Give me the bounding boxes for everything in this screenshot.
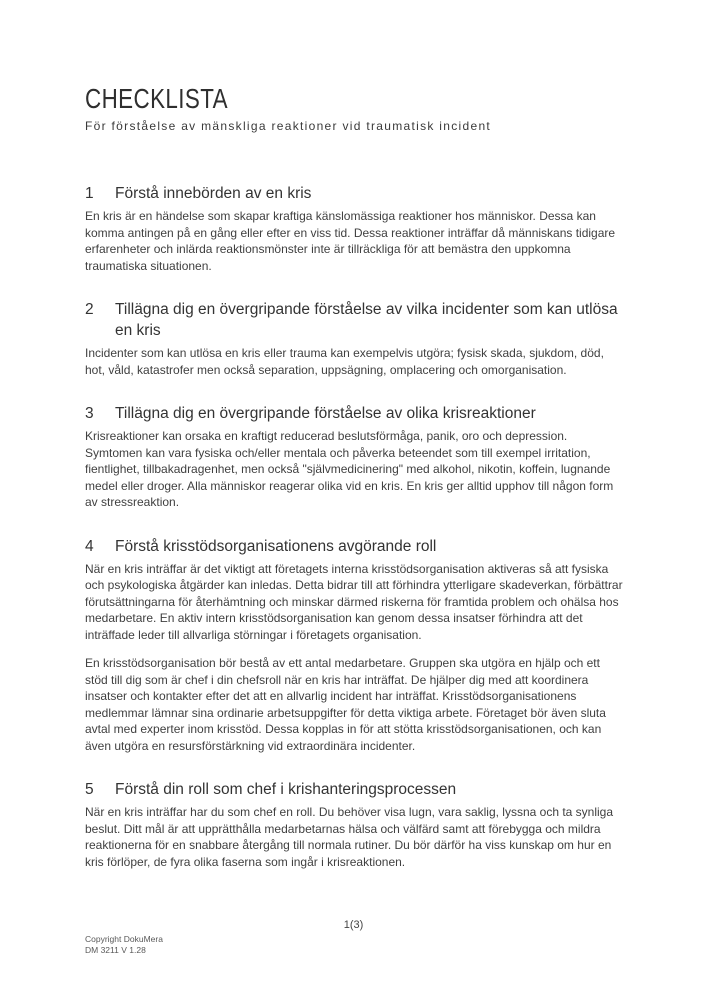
section-paragraph: Krisreaktioner kan orsaka en kraftigt reducerad beslutsförmåga, panik, oro och depression. Symtomen kan vara fysiska och/eller mentala och påverka beteendet som till exempel irritation, fientlighet, tillbakadragenhet, men också "självmedicinering" med alkohol, nikotin, koffein, lugnande medel eller droger. Alla människor reagerar olika vid en kris. En kris ger alltid upphov till någon form av stressreaktion.: [85, 429, 614, 509]
section-heading: [85, 299, 625, 341]
section-paragraph: När en kris inträffar är det viktigt att företagets interna krisstödsorganisation aktiveras så att fysiska och psykologiska åtgärder kan inledas. Detta bidrar till att förhindra ytterligare skadeverkan, förbättrar förutsättningarna för återhämtning och minskar därmed riskerna för framtida problem och ohälsa hos medarbetare. En aktiv intern krisstödsorganisation kan genom dessa insatser förhindra att det inträffade leder till allvarliga störningar i företagets organisation.: [85, 561, 623, 642]
section-number: 1: [85, 185, 94, 202]
section-heading: [85, 779, 625, 800]
section-2: [85, 299, 625, 378]
section-heading: [85, 183, 625, 204]
section-paragraph: En krisstödsorganisation bör bestå av ett antal medarbetare. Gruppen ska utgöra en hjälp och ett stöd till dig som är chef i din chefsroll när en kris har inträffat. De hjälper dig med att koordinera insatser och kontakter efter det att en allvarlig incident har inträffat. Krisstödsorganisationens medlemmar lämnar sina ordinarie arbetsuppgifter för detta viktiga arbete. Företaget bör även sluta avtal med experter inom krisstöd. Dessa kopplas in för att stötta krisstödsorganisationen, och kan även utgöra en resursförstärkning vid extraordinära incidenter.: [85, 656, 606, 753]
doc-id-line: DM 3211 V 1.28: [85, 945, 146, 955]
document-content: [85, 0, 625, 870]
footer-meta: [85, 934, 163, 956]
section-3: [85, 403, 625, 511]
page-title: CHECKLISTA: [85, 83, 228, 114]
section-heading-text: Tillägna dig en övergripande förståelse av olika krisreaktioner: [115, 405, 536, 422]
section-heading-text: Förstå innebörden av en kris: [115, 185, 312, 202]
page-subtitle: För förståelse av mänskliga reaktioner vid traumatisk incident: [85, 119, 492, 133]
section-number: 2: [85, 301, 94, 318]
section-paragraph: En kris är en händelse som skapar kraftiga känslomässiga reaktioner hos människor. Dessa kan komma antingen på en gång eller efter en viss tid. Dessa reaktioner inträffar då människans tidigare erfarenheter och inlärda reaktionsmönster inte är tillräckliga för att bemästra den uppkomna traumatiska situationen.: [85, 209, 616, 273]
section-5: [85, 779, 625, 870]
section-1: [85, 183, 625, 274]
section-number: 4: [85, 537, 94, 555]
page-number: 1(3): [343, 919, 364, 931]
section-heading-text: Förstå krisstödsorganisationens avgörande roll: [115, 537, 437, 555]
section-paragraph: Incidenter som kan utlösa en kris eller trauma kan exempelvis utgöra; fysisk skada, sjukdom, död, hot, våld, katastrofer men också separation, uppsägning, omplacering och omorganisation.: [85, 346, 604, 377]
section-paragraph: När en kris inträffar har du som chef en roll. Du behöver visa lugn, vara saklig, lyssna och ta synliga beslut. Ditt mål är att upprätthålla medarbetarnas hälsa och välfärd samt att förebygga och mildra reaktionerna för en snabbare återgång till normala rutiner. Du bör därför ha viss kunskap om hur en kris förlöper, de fyra olika faserna som ingår i krisreaktionen.: [85, 805, 614, 869]
section-heading: [85, 536, 625, 557]
section-heading-text: Tillägna dig en övergripande förståelse av vilka incidenter som kan utlösa en kris: [115, 301, 618, 339]
section-4: [85, 536, 625, 755]
section-heading-text: Förstå din roll som chef i krishanteringsprocessen: [115, 781, 457, 798]
copyright-line: Copyright DokuMera: [85, 934, 163, 944]
section-number: 5: [85, 781, 94, 798]
section-number: 3: [85, 405, 94, 422]
section-heading: [85, 403, 625, 424]
